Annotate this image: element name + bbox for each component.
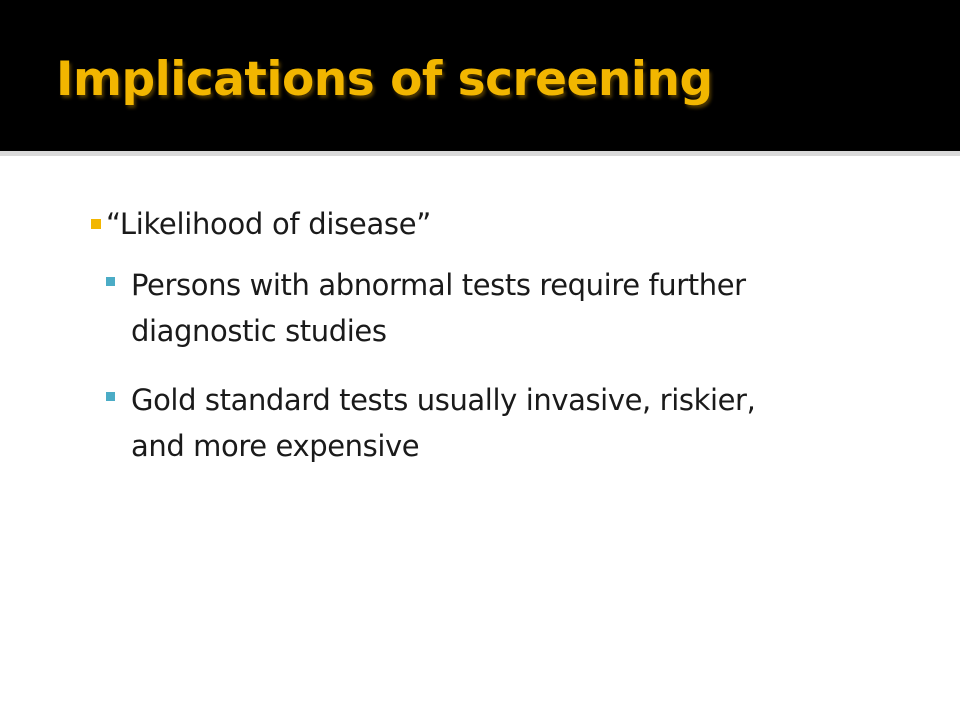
sub-bullet-text: [131, 262, 911, 354]
title-bar: [0, 0, 960, 151]
sub-bullet-line: Persons with abnormal tests require further: [131, 268, 746, 302]
bullet-text: “Likelihood of disease”: [106, 207, 431, 241]
sub-bullet-line: and more expensive: [131, 429, 420, 463]
slide-title: Implications of screening: [56, 52, 713, 107]
title-divider: [0, 151, 960, 156]
sub-bullet-line: diagnostic studies: [131, 314, 387, 348]
sub-bullet-text: [131, 377, 911, 469]
square-bullet-icon: [106, 277, 115, 286]
square-bullet-icon: [91, 219, 101, 229]
square-bullet-icon: [106, 392, 115, 401]
sub-bullet-line: Gold standard tests usually invasive, riskier,: [131, 383, 756, 417]
